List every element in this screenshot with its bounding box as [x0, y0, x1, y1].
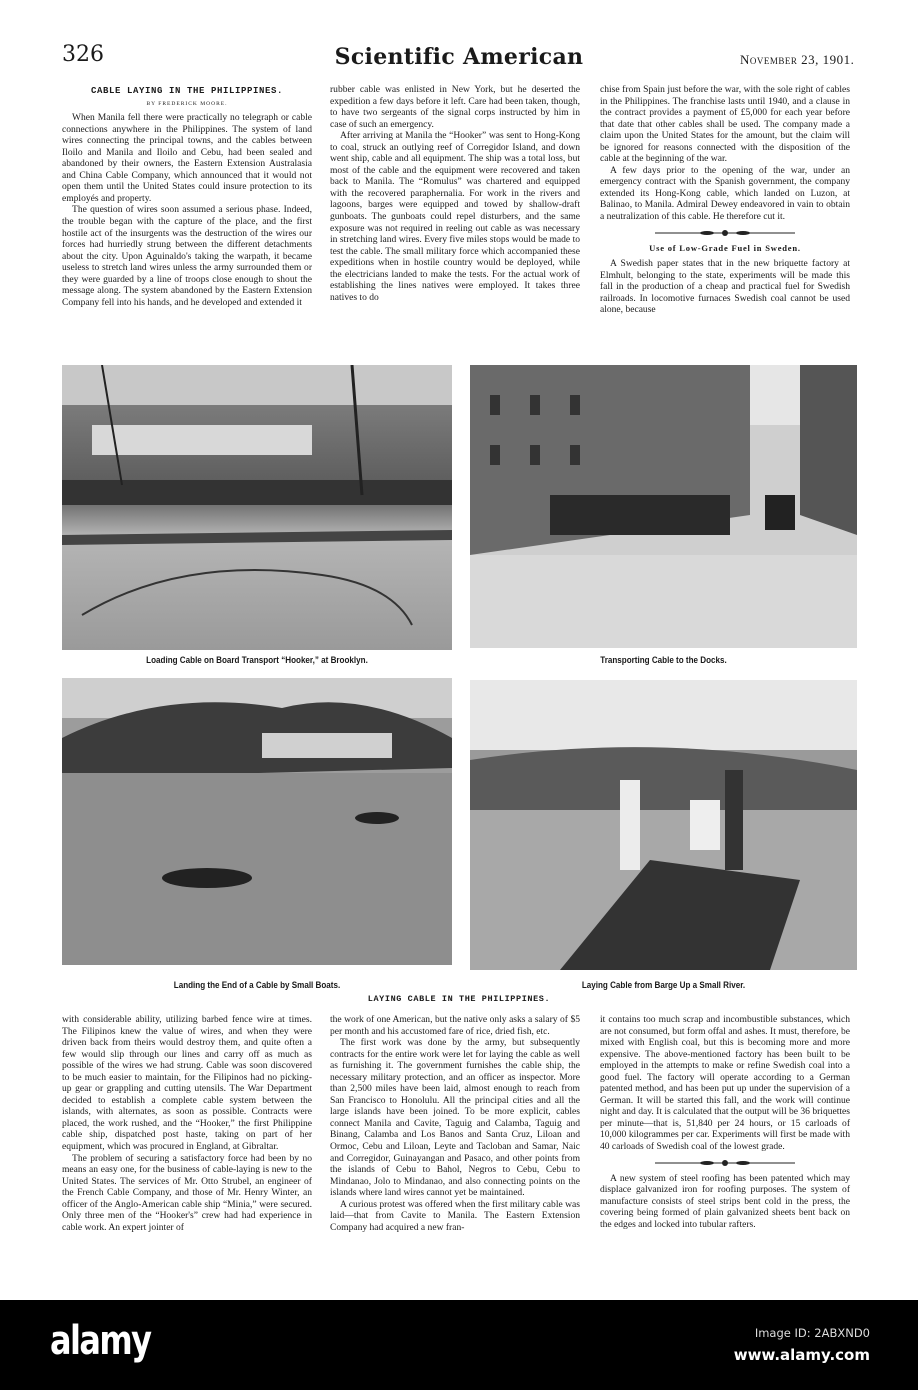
paragraph: A new system of steel roofing has been patented which may displace galvanized iron for roofing purposes. The system of manufacture consists of steel strips bent cold in the press, the covering being formed of plain galvanized sheets bent back on the edges and locked into tubular rafters.: [600, 1172, 850, 1230]
site-url: www.alamy.com: [733, 1346, 870, 1364]
issue-date: November 23, 1901.: [740, 52, 855, 67]
photo-barge-river: [470, 680, 857, 970]
byline: BY FREDERICK MOORE.: [146, 100, 228, 107]
plate-title: LAYING CABLE IN THE PHILIPPINES.: [367, 994, 551, 1004]
photo-caption: Transporting Cable to the Docks.: [600, 655, 727, 666]
photo-caption: Laying Cable from Barge Up a Small River.: [581, 980, 746, 991]
paragraph: with considerable ability, utilizing barbed fence wire at times. The Filipinos knew the value of wires, and when they were driven back from theirs would destroy them, and quite often a few would slip through our lines and carry off as much as possible of the wires we had strung. Cable was soon discovered to be much easier to maintain, for the Filipinos had no picking-up gear or grappling and cutting utensils. The War Department decided to establish a complete cable system between the islands, with alternates, as soon as possible. Contracts were placed, the work rushed, and the “Hooker,” the first Philippine cable ship, dispatched post haste, taking on part of her equipment, which was procured in England, at Gibraltar.: [62, 1014, 312, 1153]
column-top-middle: [330, 84, 580, 303]
column-bottom-right: [600, 1014, 850, 1230]
paragraph: it contains too much scrap and incombustible substances, which are not consumed, but form offal and ashes. It must, therefore, be mixed with English coal, but this is becoming more and more expensive. The above-mentioned factory has been built to be employed in the attempts to make or refine Swedish coal into a good fuel. The factory will operate according to a German patented method, and has been put up under the supervision of a German. It will be started this fall, and the work will continue night and day. It is calculated that the output will be 36 briquettes per minute—that is, 51,840 per 24 hours, or 15 carloads of 10,000 kilogrammes per car. Experiments will first be made with 40 carloads of Swedish coal of the lowest grade.: [600, 1014, 850, 1153]
column-top-right: [600, 84, 850, 316]
article-title: CABLE LAYING IN THE PHILIPPINES.: [90, 86, 284, 96]
column-bottom-left: [62, 1014, 312, 1233]
paragraph: After arriving at Manila the “Hooker” was sent to Hong-Kong to coal, struck an outlying reef of Corregidor Island, and down went ship, cable and all equipment. The ship was a total loss, but most of the cable and the equipment were recovered and taken back to Manila. The “Romulus” was chartered and equipped with the recovered paraphernalia. For work in the rivers and lagoons, barges were equipped and towed by shallow-draft gunboats. The gunboats could repel disturbers, and the same exposure was not required in reeling out cable as was necessary in stretching land wires. Every five miles stops would be made to test the cable. The small military force which accompanied these expeditions when in hostile country would be deployed, while the electricians landed to make the tests. For the actual work of establishing the lines natives were employed. It takes three natives to do: [330, 130, 580, 303]
paragraph: chise from Spain just before the war, with the sole right of cables in the Philippines. The franchise lasts until 1940, and a clause in the contract provides a payment of £5,000 for each year before that date that other cables shall be used. The company made a claim upon the United States for the amount, but the claim will be ignored for reasons connected with the disposition of the cable at the beginning of the war.: [600, 84, 850, 165]
photo-loading-cable: [62, 365, 452, 650]
page-number: 326: [62, 42, 104, 67]
paragraph: The problem of securing a satisfactory force had been by no means an easy one, for the business of cable-laying is new to the United States. The services of Mr. Otto Strubel, an engineer of the French Cable Company, and those of Mr. Henry Winter, an officer of the Anglo-American cable ship “Minia,” were secured. Only three men of the “Hooker's” crew had had experience in cable work. An expert jointer of: [62, 1152, 312, 1233]
paragraph: the work of one American, but the native only asks a salary of $5 per month and his accustomed fare of rice, dried fish, etc.: [330, 1014, 580, 1037]
alamy-logo: alamy: [50, 1318, 151, 1364]
paragraph: The first work was done by the army, but subsequently contracts for the entire work were let for laying the cable as well as furnishing it. The government furnishes the cable ship, the necessary military protection, and an officer as inspector. More than 2,500 miles have been laid, almost enough to reach from San Francisco to Honolulu. All the principal cities and all the large islands have been joined. To be more explicit, cables connect Manila and Cavite, Taguig and Calamba, Taguig and Binang, Calamba and Los Banos and Santa Cruz, Liloan and Ormoc, Cebu and Liloan, Leyte and Tacloban and Samar, Naic and Corregidor, Guinayangan and Pasaco, and other points from the islands of Cebu to Bahol, Negros to Cebu, Cebu to Mindanao, Jolo to Mindanao, and also connecting points on the islands where land wires cannot yet be maintained.: [330, 1037, 580, 1199]
paragraph: A curious protest was offered when the first military cable was laid—that from Cavite to Manila. The Eastern Extension Company had acquired a new fran-: [330, 1198, 580, 1233]
photo-caption: Loading Cable on Board Transport “Hooker,” at Brooklyn.: [146, 655, 368, 666]
column-top-left: [62, 84, 312, 308]
paragraph: When Manila fell there were practically no telegraph or cable connections anywhere in the Philippines. The system of land wires connecting the principal towns, and the cables between Iloilo and Manila and Iloilo and Cebu, had been sealed and abandoned by their owners, the Eastern Extension Australasia and China Cable Company, which announced that it would not open them until the United States could insure protection to its employés and property.: [62, 112, 312, 204]
photo-caption: Landing the End of a Cable by Small Boats.: [173, 980, 341, 991]
photo-small-boats: [62, 678, 452, 965]
image-id: Image ID: 2ABXND0: [754, 1326, 870, 1340]
watermark-bar: [0, 1300, 918, 1390]
paragraph: rubber cable was enlisted in New York, but he deserted the expedition a few days before it left. Care had been taken, though, to have two sergeants of the signal corps instructed by him in case of such an emergency.: [330, 84, 580, 130]
column-bottom-middle: [330, 1014, 580, 1233]
masthead: Scientific American: [334, 44, 584, 70]
paragraph: A Swedish paper states that in the new briquette factory at Elmhult, belonging to the state, experiments will be made this fall in the production of a cheap and practical fuel for Swedish railroads. In locomotive furnaces Swedish coal cannot be used alone, because: [600, 258, 850, 316]
article-title: Use of Low-Grade Fuel in Sweden.: [649, 242, 801, 253]
ornament-divider-icon: [645, 229, 805, 237]
photo-transporting-cable: [470, 365, 857, 648]
paragraph: The question of wires soon assumed a serious phase. Indeed, the trouble began with the capture of the place, and the first hostile act of the insurgents was the destruction of the wires our forces had hurriedly strung between the different detachments about the city. Upon Aguinaldo's taking the warpath, it became useless to stretch land wires unless the army surrounded them or they were guarded by a line of troops close enough to shout the message along. The system abandoned by the Eastern Extension Company fell into his hands, and he developed and extended it: [62, 204, 312, 308]
ornament-divider-icon: [645, 1159, 805, 1167]
paragraph: A few days prior to the opening of the war, under an emergency contract with the Spanish government, the company extended its Hong-Kong cable, which landed on Luzon, at Balinao, to Manila. Admiral Dewey endeavored in vain to obtain a neutralization of this cable. He therefore cut it.: [600, 164, 850, 223]
